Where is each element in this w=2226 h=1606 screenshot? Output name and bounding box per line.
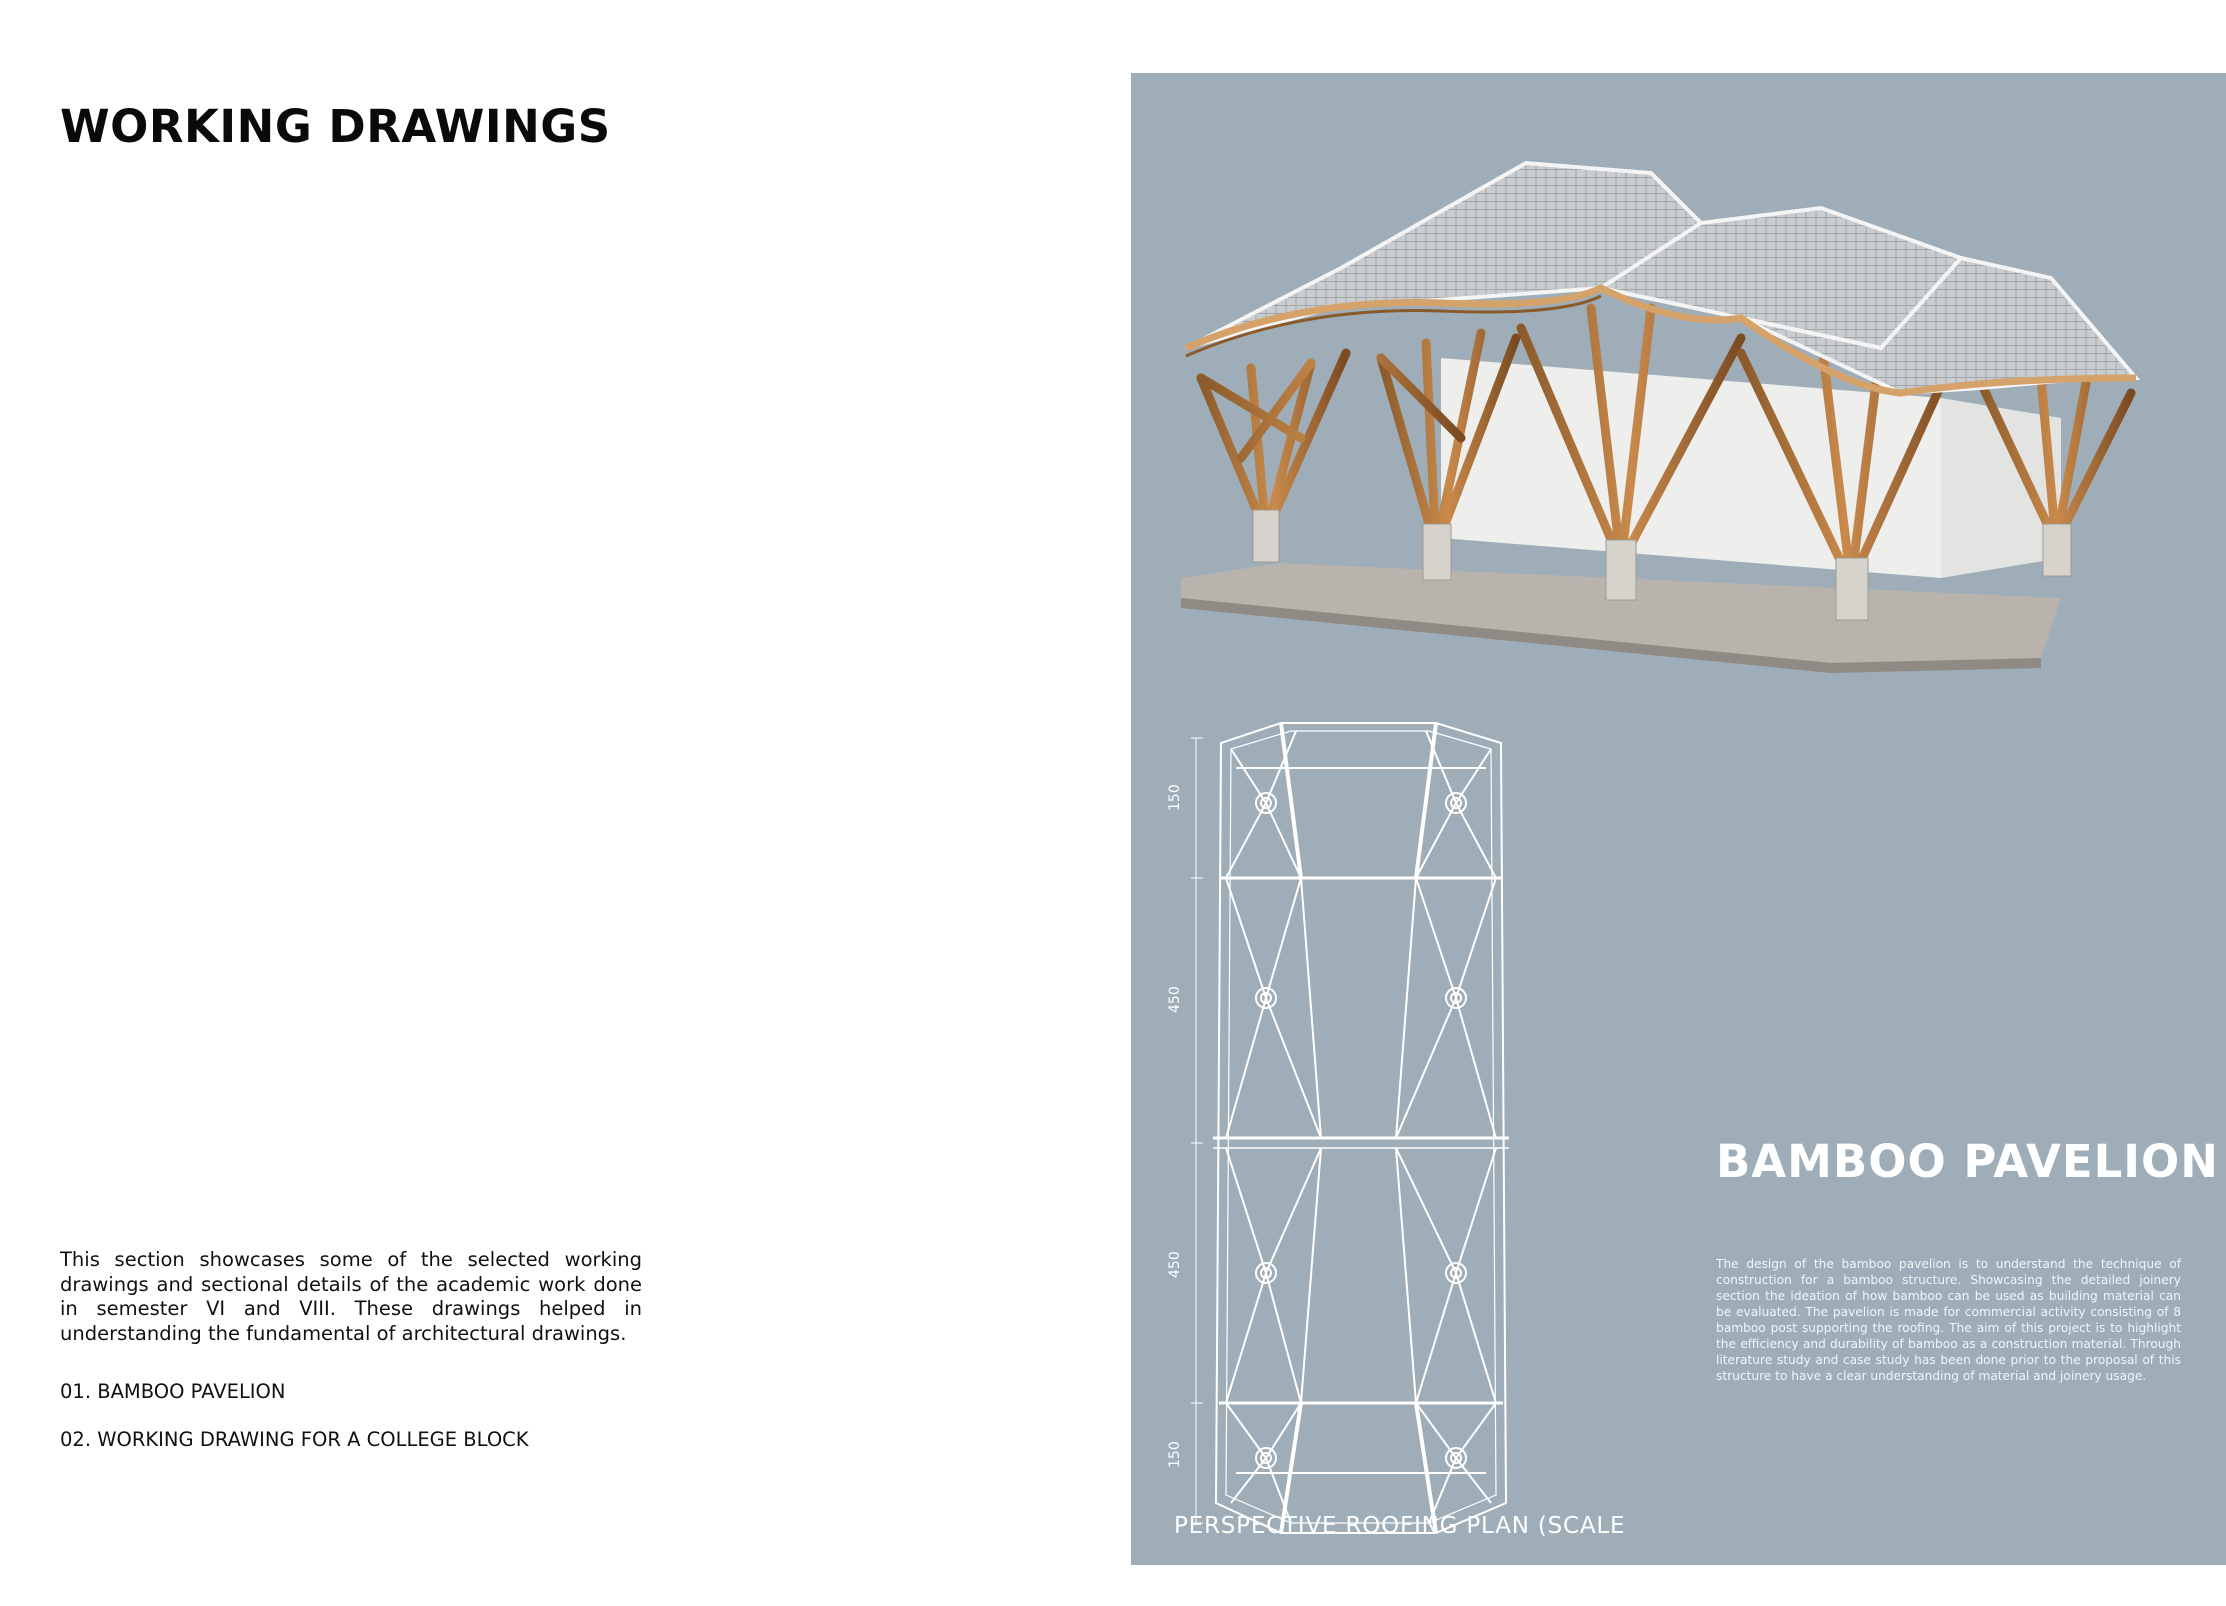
page-title: WORKING DRAWINGS xyxy=(60,100,611,153)
project-title: BAMBOO PAVELION xyxy=(1716,1135,2219,1188)
plan-caption: PERSPECTIVE ROOFING PLAN (SCALE xyxy=(1174,1513,1626,1539)
project-item-bamboo-pavelion: 01. BAMBOO PAVELION xyxy=(60,1380,286,1403)
roofing-plan-drawing xyxy=(1167,713,1551,1553)
intro-paragraph: This section showcases some of the selected working drawings and sectional details of the academic work done in semester VI and VIII. These drawings helped in understanding the fundamental of architectural drawings. xyxy=(60,1248,642,1345)
dimension-label-1: 150 xyxy=(1167,784,1183,811)
pavilion-render-image xyxy=(1181,138,2141,673)
project-item-college-block: 02. WORKING DRAWING FOR A COLLEGE BLOCK xyxy=(60,1428,529,1451)
project-list xyxy=(60,1380,529,1476)
dimension-label-3: 450 xyxy=(1167,1251,1183,1278)
project-description: The design of the bamboo pavelion is to understand the technique of construction for a bamboo structure. Showcasing the detailed joinery section the ideation of how bamboo can be used as building material can be evaluated. The pavelion is made for commercial activity consisting of 8 bamboo post supporting the roofing. The aim of this project is to highlight the efficiency and durability of bamboo as a construction material. Through literature study and case study has been done prior to the proposal of this structure to have a clear understanding of material and joinery usage. xyxy=(1716,1257,2181,1383)
dimension-label-2: 450 xyxy=(1167,986,1183,1013)
dimension-label-4: 150 xyxy=(1167,1441,1183,1468)
bamboo-pavelion-panel xyxy=(1131,73,2226,1565)
